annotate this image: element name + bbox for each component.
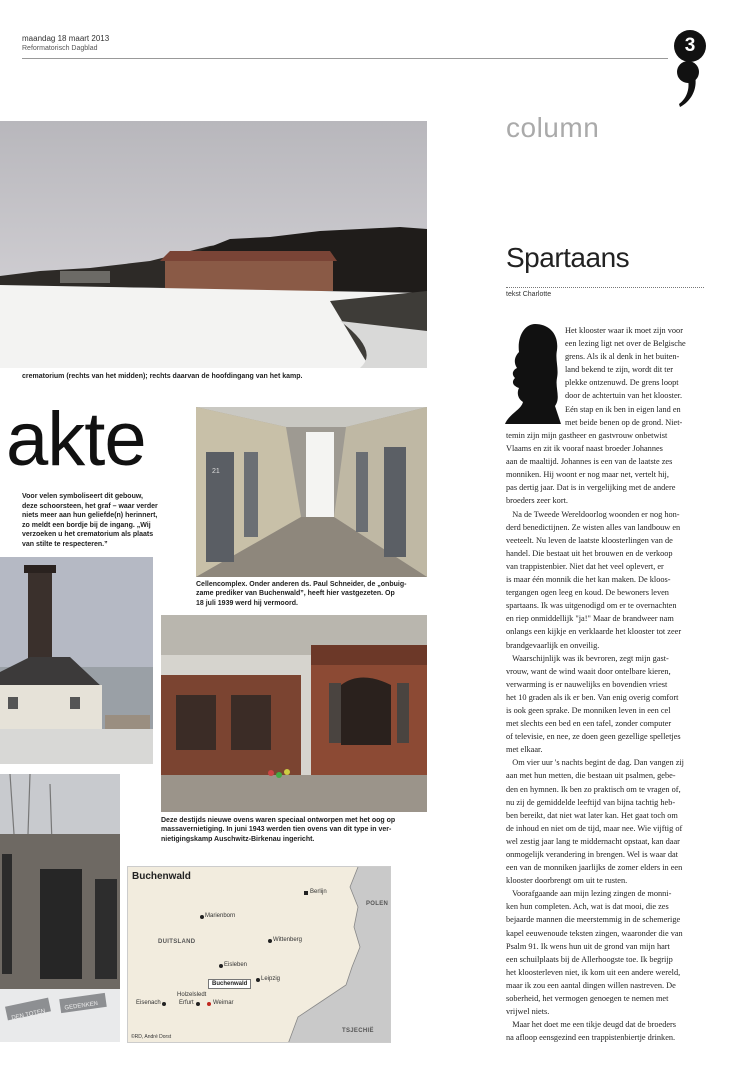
caption-intro-line: zo meldt een bordje bij de ingang. „Wij (22, 521, 151, 529)
author-silhouette-icon (505, 322, 563, 424)
caption-ovens-line: nietigingskamp Auschwitz-Birkenau ingericht. (161, 835, 315, 843)
caption-cell-line: zame prediker van Buchenwald”, heeft hier vastgezeten. Op (196, 590, 395, 598)
map-city-dot (268, 939, 272, 943)
column-line: nu zij de gemiddelde leeftijd van bijna tachtig heb- (506, 797, 676, 807)
column-line: verwarming is er nauwelijks en bovendien vriest (506, 679, 668, 689)
column-line: ben bereikt, dat niet wat later kan. Het gaat toch om (506, 810, 678, 820)
column-line: Om vier uur 's nachts begint de dag. Dan vangen zij (506, 758, 684, 768)
map-credit: ©RD, André Dorst (131, 1034, 172, 1040)
column-author: tekst Charlotte (506, 291, 552, 298)
column-line: wel zestig jaar lang te middernacht opstaat, kan daar (506, 836, 680, 846)
map-city-dot (162, 1002, 166, 1006)
memorial-sign-text: DEN TOTEN (11, 1008, 46, 1022)
column-line: Vlaams en zit ik vooraf naast broeder Johannes (506, 444, 663, 454)
map-city-dot (196, 1002, 200, 1006)
column-line: is ook geen sprake. De monniken leven in een cel (506, 705, 671, 715)
photo-memorial (0, 774, 120, 1042)
column-line: de inhoud en niet om de tijd, maar nee. Wie vijftig of (506, 823, 683, 833)
column-line: een lezing ligt net over de Belgische (565, 339, 686, 349)
column-line: met slechts een bed en een tafel, zonder computer (506, 719, 672, 729)
caption-intro-line: niets meer aan hun geliefde(n) herinnert, (22, 512, 158, 520)
map-city-dot (219, 964, 223, 968)
header-rule (22, 58, 668, 59)
column-line: een van de monniken jaarlijks de zomer elders in een (506, 863, 683, 873)
column-line: vrouw, want de wind waait door ontelbare kieren, (506, 666, 671, 676)
caption-intro-line: van stilte te respecteren.” (22, 540, 108, 548)
column-line: den en hymnen. Ik ben zo praktisch om te vragen of, (506, 784, 681, 794)
column-line: onlangs een kijkje en verklaarde het klooster tot zeer (506, 627, 682, 637)
caption-intro-line: Voor velen symboliseert dit gebouw, (22, 493, 143, 500)
column-line: grens. Als ik al denk in het buiten- (565, 352, 680, 362)
column-line: maar ik zou een aantal dingen willen nastreven. De (506, 980, 676, 990)
photo-ovens (161, 615, 427, 812)
map-buchenwald-marker (207, 1002, 211, 1006)
column-line: broeders zeer kort. (506, 496, 568, 506)
map-city-label: Eisenach (136, 1000, 161, 1006)
caption-intro (22, 492, 197, 550)
column-line: veeteelt. Nu leven de laatste kloosterlingen van de (506, 535, 673, 545)
header-paper-name: Reformatorisch Dagblad (22, 45, 98, 52)
column-line: en riep onmiddellijk "ja!" Maar de brandweer nam (506, 614, 674, 624)
column-line: Maar het doet me een tikje deugd dat de broeders (506, 1020, 677, 1030)
map-title: Buchenwald (132, 871, 191, 882)
caption-cell-line: 18 juli 1939 werd hij vermoord. (196, 599, 298, 607)
caption-cell-line: Cellencomplex. Onder anderen ds. Paul Schneider, de „onbuig- (196, 581, 407, 588)
column-line: ken hun completen. Ach, wat is dat mooi, die zes (506, 902, 669, 912)
map-city-dot (200, 915, 204, 919)
map-city-label: Weimar (213, 1000, 234, 1006)
column-line: land bekend te zijn, wordt dit ter (565, 365, 674, 375)
map-city-label: Holzelsledt (177, 992, 207, 998)
column-line: Eén stap en ik ben in eigen land en (565, 404, 681, 414)
column-line: vrijwel niets. (506, 1007, 550, 1017)
column-line: Na de Tweede Wereldoorlog woonden er nog hon- (506, 509, 680, 519)
column-line: na afloop eensgezind een trappistenbiertje drinken. (506, 1033, 676, 1043)
map-city-label: Leipzig (261, 976, 281, 982)
column-line: tergangen ogen leeg en koud. De bewoners leven (506, 588, 669, 598)
photo-chimney (0, 557, 153, 764)
column-line: derd benedictijnen. Ze wisten alles van landbouw en (506, 522, 681, 532)
map-city-label: Wittenberg (273, 937, 303, 943)
column-line: soberheid, het vermogen genoegen te nemen met (506, 994, 669, 1004)
map-city-label: Erfurt (179, 1000, 194, 1006)
photo-crematorium-snow (0, 121, 427, 368)
column-line: met beide benen op de grond. Niet- (565, 417, 683, 427)
column-line: Waarschijnlijk was ik bevroren, zegt mijn gast- (506, 653, 669, 663)
caption-ovens-line: Deze destijds nieuwe ovens waren speciaal ontworpen met het oog op (161, 817, 396, 824)
map-country-label: POLEN (366, 901, 389, 907)
section-word-akte: akte (6, 397, 146, 482)
column-line: door de achtertuin van het klooster. (565, 391, 683, 401)
page-number-badge: 3 (674, 30, 706, 62)
column-line: het 10 graden als ik er ben. Van enig overig comfort (506, 692, 679, 702)
photo-cell-corridor (196, 407, 427, 577)
column-divider (506, 287, 704, 288)
map-city-label: Eisleben (224, 962, 248, 968)
caption-cell-complex (196, 580, 436, 608)
column-label: column (506, 112, 600, 143)
column-line: temin zijn mijn gastheer en gastvrouw onbetwist (506, 431, 668, 440)
column-line: Het klooster waar ik moet zijn voor (565, 326, 683, 335)
column-line: aan de maaltijd. Johannes is een van de laatste zes (506, 457, 673, 467)
caption-ovens (161, 816, 433, 844)
memorial-sign-text: GEDENKEN (64, 1000, 99, 1012)
column-line: monniken. Hij woont er nog maar net, vertelt hij, (506, 470, 669, 480)
column-line: handel. Die bestaat uit het brouwen en de verkoop (506, 548, 673, 558)
column-line: Psalm 91. Ik wens hun uit de grond van mijn hart (506, 941, 670, 951)
column-line: kapel eeuwenoude teksten zingen, waaronder die van (506, 928, 683, 938)
column-line: of televisie, en nee, ze doen geen gezellige spelletjes (506, 732, 681, 742)
map-buchenwald (127, 866, 391, 1043)
map-city-dot (304, 891, 308, 895)
column-line: van trappistenbier. Niet dat het veel oplevert, er (506, 561, 664, 571)
map-city-label: Berlijn (310, 889, 327, 895)
map-city-label: Marienborn (205, 913, 236, 919)
map-country-label: DUITSLAND (158, 939, 196, 945)
column-line: pas dertig jaar. Dat is in vergelijking met de andere (506, 483, 676, 493)
cell-number-text: 21 (212, 468, 220, 475)
header-date: maandag 18 maart 2013 (22, 34, 110, 43)
column-line: onmogelijk verandering in brengen. Wel is waar dat (506, 850, 678, 859)
column-line: brandgevaarlijk en onveilig. (506, 640, 600, 650)
column-body (506, 429, 716, 1044)
map-city-dot (256, 978, 260, 982)
column-line: aan met hun metten, die bestaan uit psalmen, gebe- (506, 771, 676, 781)
column-title: Spartaans (506, 242, 630, 273)
column-line: bejaarde mannen die meerstemmig in de schemerige (506, 915, 681, 925)
column-line: Voorafgaande aan mijn lezing zingen de monni- (506, 889, 672, 899)
column-line: is maar één monnik die het kan maken. De kloos- (506, 575, 671, 585)
column-line: klooster doorbrengt om uit te rusten. (506, 876, 628, 886)
caption-crematorium: crematorium (rechts van het midden); rechts daarvan de hoofdingang van het kamp. (22, 373, 303, 380)
column-line: plekke ontzenuwd. De grens loopt (565, 378, 679, 388)
column-line: een schuilplaats bij de Allerhoogste toe. Ik begrijp (506, 954, 673, 964)
comma-logo-icon (674, 60, 702, 108)
column-body-narrow (565, 324, 705, 429)
map-borders (128, 867, 391, 1043)
map-highlight-label: Buchenwald (208, 979, 251, 989)
caption-intro-line: verzoeken u het crematorium als plaats (22, 531, 154, 539)
caption-ovens-line: massavernietiging. In juni 1943 werden tien ovens van dit type in ver- (161, 826, 392, 834)
column-line: met elkaar. (506, 745, 543, 755)
column-line: spartaans. Ik was uitgenodigd om er te overnachten (506, 601, 677, 611)
caption-intro-line: deze schoorsteen, het graf – waar verder (22, 502, 158, 510)
column-line: het kloosterleven niet, ik kom uit een andere wereld, (506, 967, 681, 977)
map-country-label: TSJECHIË (342, 1028, 374, 1034)
